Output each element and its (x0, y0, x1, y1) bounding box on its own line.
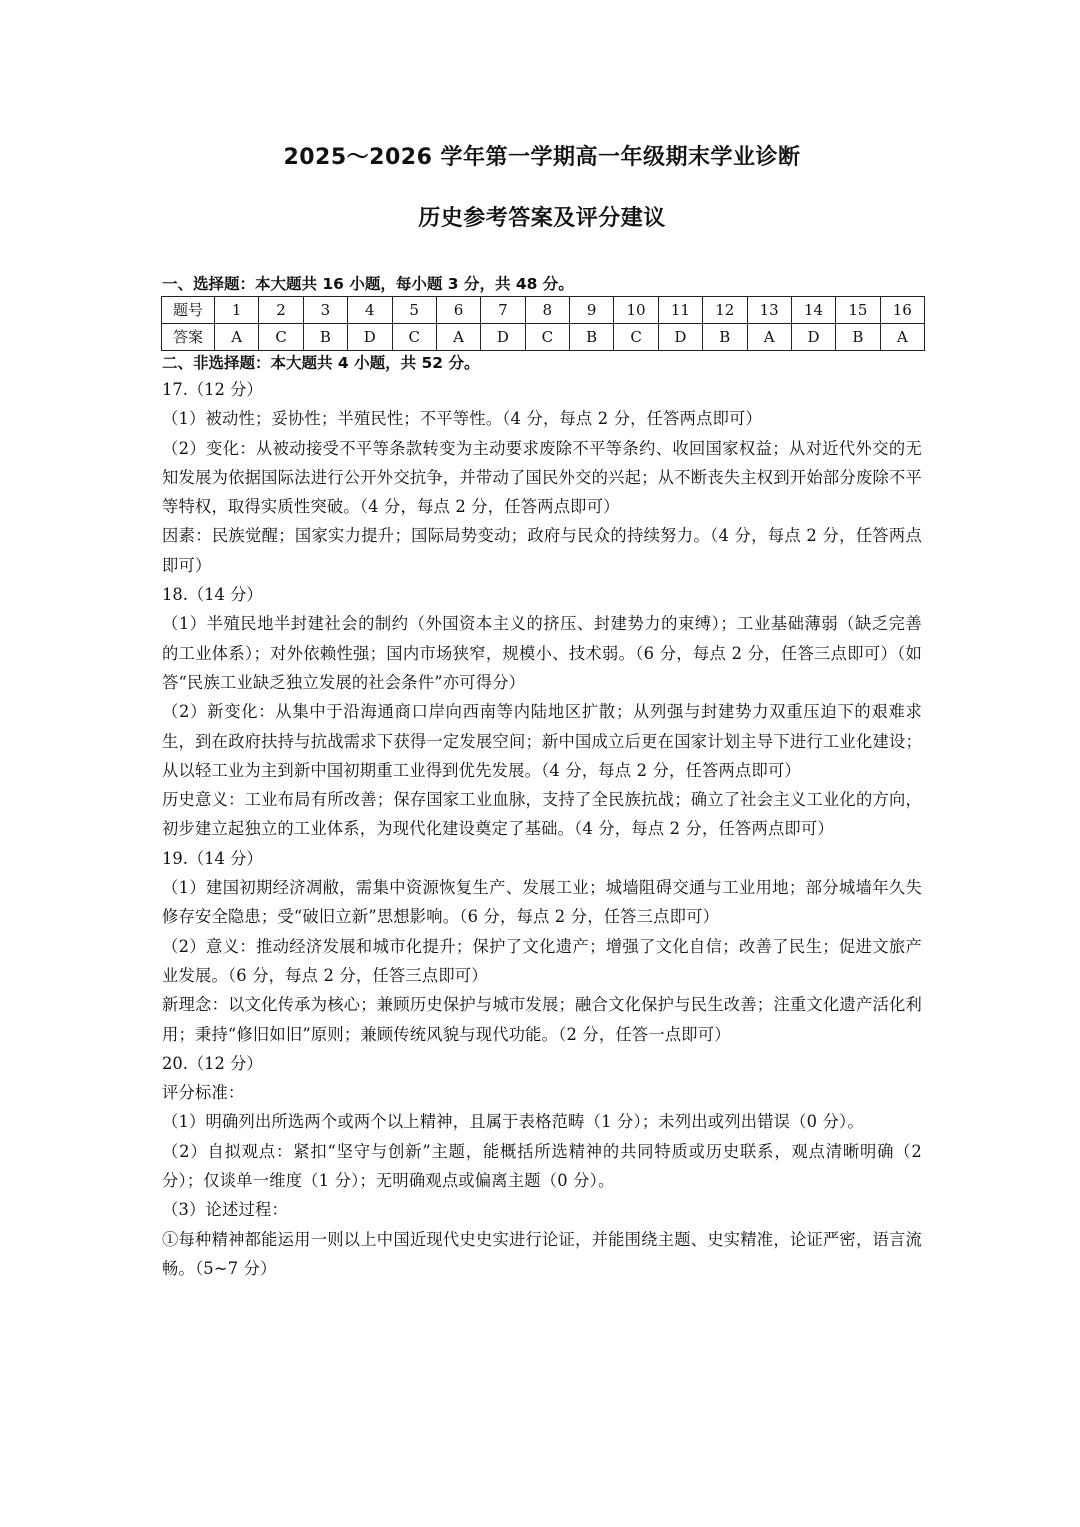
answer-cell: D (658, 324, 702, 351)
question-number: 3 (303, 297, 347, 324)
question-number: 16 (880, 297, 924, 324)
question-number: 11 (658, 297, 702, 324)
q19-part2-new-ideas: 新理念：以文化传承为核心；兼顾历史保护与城市发展；融合文化保护与民生改善；注重文化遗产活化利用；秉持“修旧如旧”原则；兼顾传统风貌与现代功能。（2 分，任答一点即可） (162, 995, 922, 1044)
table-row-answers (162, 324, 925, 351)
q20-criterion-1: （1）明确列出所选两个或两个以上精神，且属于表格范畴（1 分）；未列出或列出错误（0 分）。 (162, 1112, 864, 1132)
question-number: 13 (747, 297, 791, 324)
table-row-numbers (162, 297, 925, 324)
answer-cell: A (215, 324, 259, 351)
question-number: 7 (481, 297, 525, 324)
q17-part2-changes: （2）变化：从被动接受不平等条款转变为主动要求废除不平等条约、收回国家权益；从对近代外交的无知发展为依据国际法进行公开外交抗争，并带动了国民外交的兴起；从不断丧失主权到开始部分废除不平等特权，取得实质性突破。（4 分，每点 2 分，任答两点即可） (162, 438, 922, 517)
answer-cell: B (570, 324, 614, 351)
answer-cell: A (880, 324, 924, 351)
answer-cell: D (481, 324, 525, 351)
answer-cell: A (436, 324, 480, 351)
answer-table (161, 296, 925, 351)
section1-heading: 一、选择题：本大题共 16 小题，每小题 3 分，共 48 分。 (162, 275, 574, 293)
answer-document (162, 140, 922, 1283)
q20-criteria-label: 评分标准： (162, 1083, 245, 1103)
q20-criterion-2: （2）自拟观点：紧扣“坚守与创新”主题，能概括所选精神的共同特质或历史联系，观点清晰明确（2 分）；仅谈单一维度（1 分）；无明确观点或偏离主题（0 分）。 (162, 1141, 922, 1191)
q19-part1: （1）建国初期经济凋敝，需集中资源恢复生产、发展工业；城墙阻碍交通与工业用地；部分城墙年久失修存安全隐患；受“破旧立新”思想影响。（6 分，每点 2 分，任答三点即可） (162, 878, 922, 927)
q19-heading: 19.（14 分） (162, 848, 263, 868)
answer-cell: B (703, 324, 747, 351)
q18-part2-significance: 历史意义：工业布局有所改善；保存国家工业血脉，支持了全民族抗战；确立了社会主义工业化的方向，初步建立起独立的工业体系，为现代化建设奠定了基础。（4 分，每点 2 分，任答两点即可） (162, 790, 922, 839)
answer-cell: C (259, 324, 303, 351)
q17-part1: （1）被动性；妥协性；半殖民性；不平等性。（4 分，每点 2 分，任答两点即可） (162, 409, 763, 429)
q20-criterion-3: （3）论述过程： (162, 1200, 288, 1220)
answer-cell: C (614, 324, 658, 351)
q18-part2-changes: （2）新变化：从集中于沿海通商口岸向西南等内陆地区扩散；从列强与封建势力双重压迫下的艰难求生，到在政府扶持与抗战需求下获得一定发展空间；新中国成立后更在国家计划主导下进行工业化建设；从以轻工业为主到新中国初期重工业得到优先发展。（4 分，每点 2 分，任答两点即可） (162, 702, 922, 780)
answer-cell: B (303, 324, 347, 351)
q20-criterion-3-level1: ①每种精神都能运用一则以上中国近现代史史实进行论证，并能围绕主题、史实精准，论证严密，语言流畅。（5~7 分） (162, 1229, 922, 1278)
question-number: 14 (791, 297, 835, 324)
question-number: 15 (836, 297, 880, 324)
question-number: 9 (570, 297, 614, 324)
question-number: 4 (348, 297, 392, 324)
question-number: 2 (259, 297, 303, 324)
row-label-number: 题号 (162, 297, 215, 324)
answer-cell: D (348, 324, 392, 351)
question-number: 5 (392, 297, 436, 324)
answer-cell: C (525, 324, 569, 351)
answer-cell: A (747, 324, 791, 351)
q20-heading: 20.（12 分） (162, 1053, 263, 1073)
answer-cell: B (836, 324, 880, 351)
q17-heading: 17.（12 分） (162, 380, 263, 399)
document-subtitle: 历史参考答案及评分建议 (418, 206, 666, 231)
question-number: 10 (614, 297, 658, 324)
q19-part2-significance: （2）意义：推动经济发展和城市化提升；保护了文化遗产；增强了文化自信；改善了民生；促进文旅产业发展。（6 分，每点 2 分，任答三点即可） (162, 936, 922, 985)
document-title: 2025～2026 学年第一学期高一年级期末学业诊断 (283, 145, 801, 170)
question-number: 12 (703, 297, 747, 324)
answer-cell: D (791, 324, 835, 351)
q17-part2-factors: 因素：民族觉醒；国家实力提升；国际局势变动；政府与民众的持续努力。（4 分，每点 2 分，任答两点即可） (162, 526, 922, 575)
row-label-answer: 答案 (162, 324, 215, 351)
question-number: 8 (525, 297, 569, 324)
answer-cell: C (392, 324, 436, 351)
question-number: 6 (436, 297, 480, 324)
section2-heading: 二、非选择题：本大题共 4 小题，共 52 分。 (162, 354, 480, 372)
question-number: 1 (215, 297, 259, 324)
q18-heading: 18.（14 分） (162, 585, 263, 605)
q18-part1: （1）半殖民地半封建社会的制约（外国资本主义的挤压、封建势力的束缚）；工业基础薄弱（缺乏完善的工业体系）；对外依赖性强；国内市场狭窄，规模小、技术弱。（6 分，每点 2 分，任答三点即可）（如答“民族工业缺乏独立发展的社会条件”亦可得分） (162, 614, 922, 692)
